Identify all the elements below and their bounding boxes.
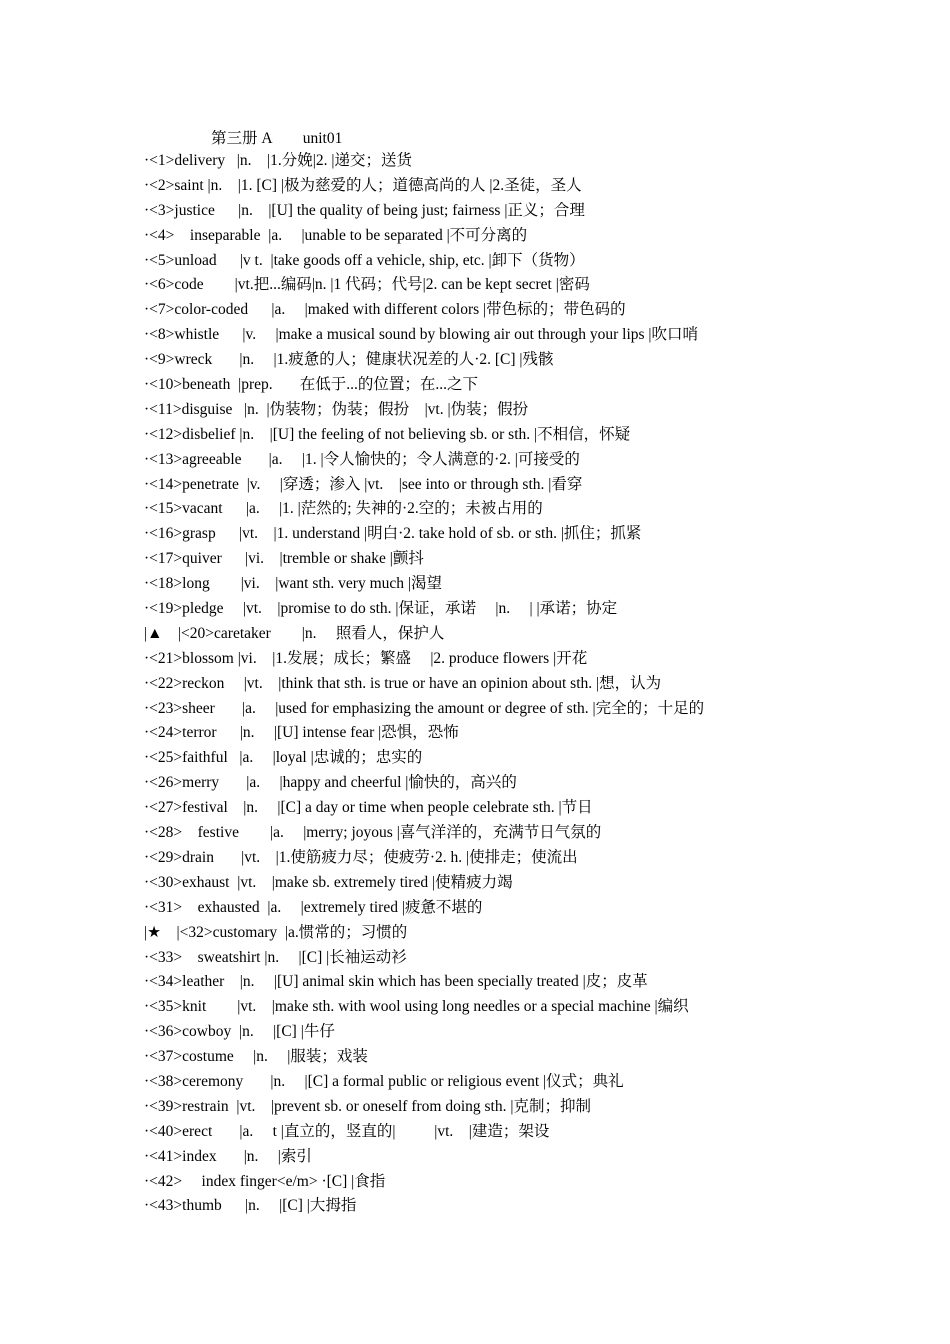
vocabulary-entry: ·<37>costume |n. |服装；戏装: [144, 1048, 368, 1066]
vocabulary-entry: ·<10>beneath |prep. 在低于...的位置；在...之下: [144, 376, 478, 394]
vocabulary-entry: ·<41>index |n. |索引: [144, 1147, 312, 1165]
vocabulary-entry: ·<24>terror |n. |[U] intense fear |恐惧，恐怖: [144, 724, 459, 742]
vocabulary-entry: ·<43>thumb |n. |[C] |大拇指: [144, 1197, 357, 1215]
vocabulary-entry: ·<22>reckon |vt. |think that sth. is true or have an opinion about sth. |想，认为: [144, 674, 662, 692]
vocabulary-entry: ·<3>justice |n. |[U] the quality of being just; fairness |正义；合理: [144, 201, 585, 219]
vocabulary-entry: ·<31> exhausted |a. |extremely tired |疲惫不堪的: [144, 898, 483, 916]
vocabulary-entry: ·<5>unload |v t. |take goods off a vehicle, ship, etc. |卸下（货物）: [144, 251, 585, 269]
vocabulary-entry: ·<9>wreck |n. |1.疲惫的人；健康状况差的人·2. [C] |残骸: [144, 351, 554, 369]
vocabulary-entry: ·<42> index finger<e/m> ·[C] |食指: [144, 1172, 386, 1190]
vocabulary-entry: ·<8>whistle |v. |make a musical sound by blowing air out through your lips |吹口哨: [144, 326, 699, 344]
vocabulary-entry: ·<14>penetrate |v. |穿透；渗入 |vt. |see into or through sth. |看穿: [144, 475, 583, 493]
vocabulary-entry: ·<1>delivery |n. |1.分娩|2. |递交；送货: [144, 152, 412, 169]
vocabulary-entry: ·<19>pledge |vt. |promise to do sth. |保证，承诺 |n. | |承诺；协定: [144, 600, 618, 618]
vocabulary-entry: ·<39>restrain |vt. |prevent sb. or oneself from doing sth. |克制；抑制: [144, 1097, 591, 1115]
vocabulary-entry: ·<35>knit |vt. |make sth. with wool using long needles or a special machine |编织: [144, 998, 689, 1016]
vocabulary-entry: ·<15>vacant |a. |1. |茫然的; 失神的·2.空的；未被占用的: [144, 500, 543, 518]
page-title: 第三册 A unit01: [211, 130, 343, 147]
vocabulary-entry: ·<7>color-coded |a. |maked with different colors |带色标的；带色码的: [144, 301, 626, 319]
vocabulary-entry: ·<12>disbelief |n. |[U] the feeling of not believing sb. or sth. |不相信，怀疑: [144, 425, 631, 443]
vocabulary-entry: ·<25>faithful |a. |loyal |忠诚的；忠实的: [144, 749, 423, 767]
vocabulary-entry: ·<34>leather |n. |[U] animal skin which has been specially treated |皮；皮革: [144, 973, 648, 991]
vocabulary-entry: |★ |<32>customary |a.惯常的；习惯的: [144, 923, 408, 941]
vocabulary-entry: ·<40>erect |a. t |直立的，竖直的| |vt. |建造；架设: [144, 1122, 550, 1140]
vocabulary-entry: ·<6>code |vt.把...编码|n. |1 代码；代号|2. can be kept secret |密码: [144, 276, 590, 294]
vocabulary-entry: ·<13>agreeable |a. |1. |令人愉快的；令人满意的·2. |可接受的: [144, 450, 580, 468]
vocabulary-entry: ·<23>sheer |a. |used for emphasizing the amount or degree of sth. |完全的；十足的: [144, 699, 705, 717]
vocabulary-entry: ·<28> festive |a. |merry; joyous |喜气洋洋的，充满节日气氛的: [144, 824, 602, 842]
vocabulary-entry: ·<26>merry |a. |happy and cheerful |愉快的，高兴的: [144, 774, 517, 792]
vocabulary-entry: ·<29>drain |vt. |1.使筋疲力尽；使疲劳·2. h. |使排走；使流出: [144, 848, 578, 866]
vocabulary-entry: ·<11>disguise |n. |伪装物；伪装；假扮 |vt. |伪装；假扮: [144, 400, 529, 418]
vocabulary-entry: ·<27>festival |n. |[C] a day or time when people celebrate sth. |节日: [144, 799, 593, 817]
vocabulary-entry: ·<36>cowboy |n. |[C] |牛仔: [144, 1023, 335, 1041]
vocabulary-entry: ·<4> inseparable |a. |unable to be separated |不可分离的: [144, 226, 528, 244]
vocabulary-entry: ·<16>grasp |vt. |1. understand |明白·2. take hold of sb. or sth. |抓住；抓紧: [144, 525, 642, 543]
vocabulary-entry: |▲ |<20>caretaker |n. 照看人，保护人: [144, 624, 445, 642]
vocabulary-entry: ·<18>long |vi. |want sth. very much |渴望: [144, 575, 443, 593]
vocabulary-list: [144, 150, 934, 1220]
vocabulary-entry: ·<38>ceremony |n. |[C] a formal public or religious event |仪式；典礼: [144, 1072, 624, 1090]
vocabulary-entry: ·<33> sweatshirt |n. |[C] |长袖运动衫: [144, 948, 407, 966]
vocabulary-entry: ·<30>exhaust |vt. |make sb. extremely tired |使精疲力竭: [144, 873, 513, 891]
vocabulary-entry: ·<17>quiver |vi. |tremble or shake |颤抖: [144, 550, 424, 568]
vocabulary-entry: ·<21>blossom |vi. |1.发展；成长；繁盛 |2. produce flowers |开花: [144, 649, 588, 667]
vocabulary-entry: ·<2>saint |n. |1. [C] |极为慈爱的人；道德高尚的人 |2.圣徒，圣人: [144, 176, 582, 194]
